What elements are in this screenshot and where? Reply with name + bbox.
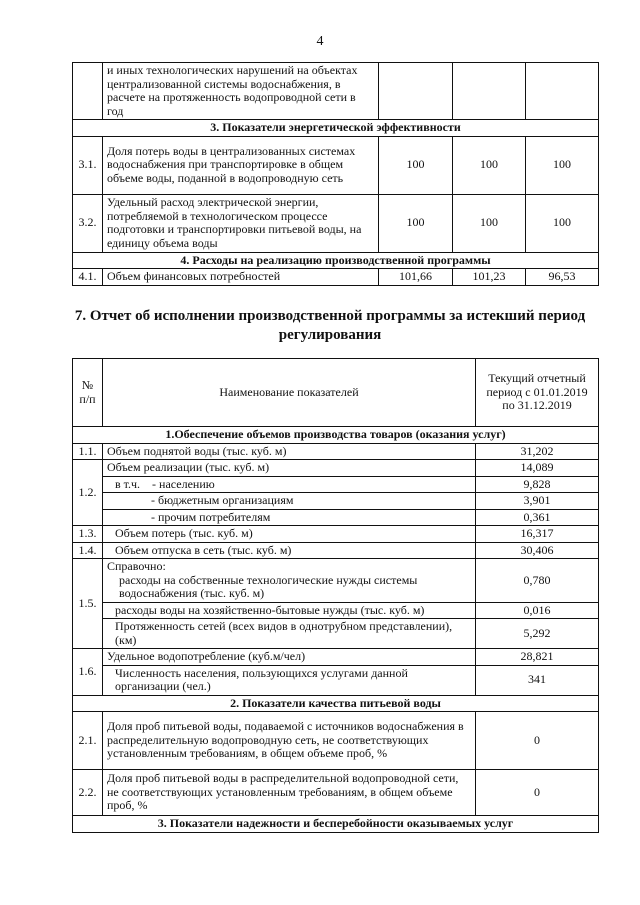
- table-row: [73, 269, 599, 286]
- row-label: Справочно:: [107, 559, 166, 573]
- value-cell: 100: [379, 194, 453, 252]
- row-number: 2.1.: [73, 712, 103, 770]
- program-report-table: [72, 358, 599, 833]
- row-number: 1.6.: [73, 649, 103, 696]
- value-cell: 100: [379, 136, 453, 194]
- row-number: 1.2.: [73, 460, 103, 526]
- value-cell: 0,016: [476, 602, 599, 619]
- value-cell: 0,780: [476, 559, 599, 603]
- table-row: [73, 770, 599, 816]
- value-cell: 101,66: [379, 269, 453, 286]
- table-row: [73, 509, 599, 526]
- row-number: 3.1.: [73, 136, 103, 194]
- row-text: Объем поднятой воды (тыс. куб. м): [103, 443, 476, 460]
- section-title: 7. Отчет об исполнении производственной программы за истекший период регулирования: [74, 308, 586, 343]
- row-text: Численность населения, пользующихся услугами данной организации (чел.): [103, 665, 476, 695]
- value-cell: 100: [453, 136, 526, 194]
- row-text: Удельный расход электрической энергии, потребляемой в технологическом процессе подготовки и транспортировки питьевой воды, на единицу объема воды: [103, 194, 379, 252]
- table-row: [73, 526, 599, 543]
- table-row: [73, 460, 599, 477]
- value-cell: 14,089: [476, 460, 599, 477]
- row-text: расходы воды на хозяйственно-бытовые нужды (тыс. куб. м): [103, 602, 476, 619]
- table-row: [73, 665, 599, 695]
- row-text: Объем реализации (тыс. куб. м): [103, 460, 476, 477]
- row-text: [103, 476, 476, 493]
- section-heading: 3. Показатели энергетической эффективности: [73, 120, 599, 137]
- section-heading: 2. Показатели качества питьевой воды: [73, 695, 599, 712]
- row-text: Объем отпуска в сеть (тыс. куб. м): [103, 542, 476, 559]
- table-row: [73, 559, 599, 603]
- row-description: расходы на собственные технологические нужды системы водоснабжения (тыс. куб. м): [119, 572, 418, 600]
- row-number: 1.3.: [73, 526, 103, 543]
- value-cell: 28,821: [476, 649, 599, 666]
- row-text: Доля потерь воды в централизованных системах водоснабжения при транспортировке в общем объеме воды, поданной в водопроводную сеть: [103, 136, 379, 194]
- row-number: 1.1.: [73, 443, 103, 460]
- value-cell: 100: [453, 194, 526, 252]
- row-number: 3.2.: [73, 194, 103, 252]
- row-prefix: в т.ч.: [115, 476, 141, 491]
- row-text: Объем потерь (тыс. куб. м): [103, 526, 476, 543]
- table-row: [73, 493, 599, 510]
- row-number: 1.5.: [73, 559, 103, 649]
- row-number: 1.4.: [73, 542, 103, 559]
- table-header-row: [73, 359, 599, 427]
- value-cell: 16,317: [476, 526, 599, 543]
- value-cell: 30,406: [476, 542, 599, 559]
- value-cell: 0: [476, 712, 599, 770]
- section-heading: 3. Показатели надежности и бесперебойности оказываемых услуг: [73, 816, 599, 833]
- row-text: Объем финансовых потребностей: [103, 269, 379, 286]
- row-text: [103, 559, 476, 603]
- row-text: - бюджетным организациям: [103, 493, 476, 510]
- column-header-period: Текущий отчетный период с 01.01.2019 по 31.12.2019: [476, 359, 599, 427]
- table-row: [73, 619, 599, 649]
- row-label: - населению: [152, 476, 215, 491]
- value-cell: 0,361: [476, 509, 599, 526]
- value-cell: 31,202: [476, 443, 599, 460]
- value-cell: 9,828: [476, 476, 599, 493]
- table-row: [73, 476, 599, 493]
- section-heading: 1.Обеспечение объемов производства товаров (оказания услуг): [73, 427, 599, 444]
- table-row: [73, 63, 599, 120]
- row-text: - прочим потребителям: [103, 509, 476, 526]
- table-row: [73, 712, 599, 770]
- column-header-name: Наименование показателей: [103, 359, 476, 427]
- row-text: Доля проб питьевой воды, подаваемой с источников водоснабжения в распределительную водопроводную сеть, не соответствующих установленным требованиям, в общем объеме проб, %: [103, 712, 476, 770]
- row-text: Доля проб питьевой воды в распределительной водопроводной сети, не соответствующих установленным требованиям, в общем объеме проб, %: [103, 770, 476, 816]
- value-cell: 0: [476, 770, 599, 816]
- row-number: [73, 63, 103, 120]
- value-cell: 101,23: [453, 269, 526, 286]
- value-cell: 96,53: [526, 269, 599, 286]
- row-text: и иных технологических нарушений на объектах централизованной системы водоснабжения, в расчете на протяженность водопроводной сети в год: [103, 63, 379, 120]
- table-row: [73, 136, 599, 194]
- table-row: [73, 443, 599, 460]
- section-heading: 4. Расходы на реализацию производственной программы: [73, 252, 599, 269]
- table-row: [73, 542, 599, 559]
- table-row: [73, 194, 599, 252]
- row-text: Удельное водопотребление (куб.м/чел): [103, 649, 476, 666]
- table-row: [73, 649, 599, 666]
- indicators-table-continued: [72, 62, 599, 286]
- value-cell: 5,292: [476, 619, 599, 649]
- row-number: 2.2.: [73, 770, 103, 816]
- value-cell: 100: [526, 136, 599, 194]
- table-row: [73, 602, 599, 619]
- row-text: Протяженность сетей (всех видов в однотрубном представлении), (км): [103, 619, 476, 649]
- column-header-number: № п/п: [73, 359, 103, 427]
- value-cell: 100: [526, 194, 599, 252]
- value-cell: 341: [476, 665, 599, 695]
- page-number: 4: [316, 34, 324, 49]
- row-number: 4.1.: [73, 269, 103, 286]
- value-cell: 3,901: [476, 493, 599, 510]
